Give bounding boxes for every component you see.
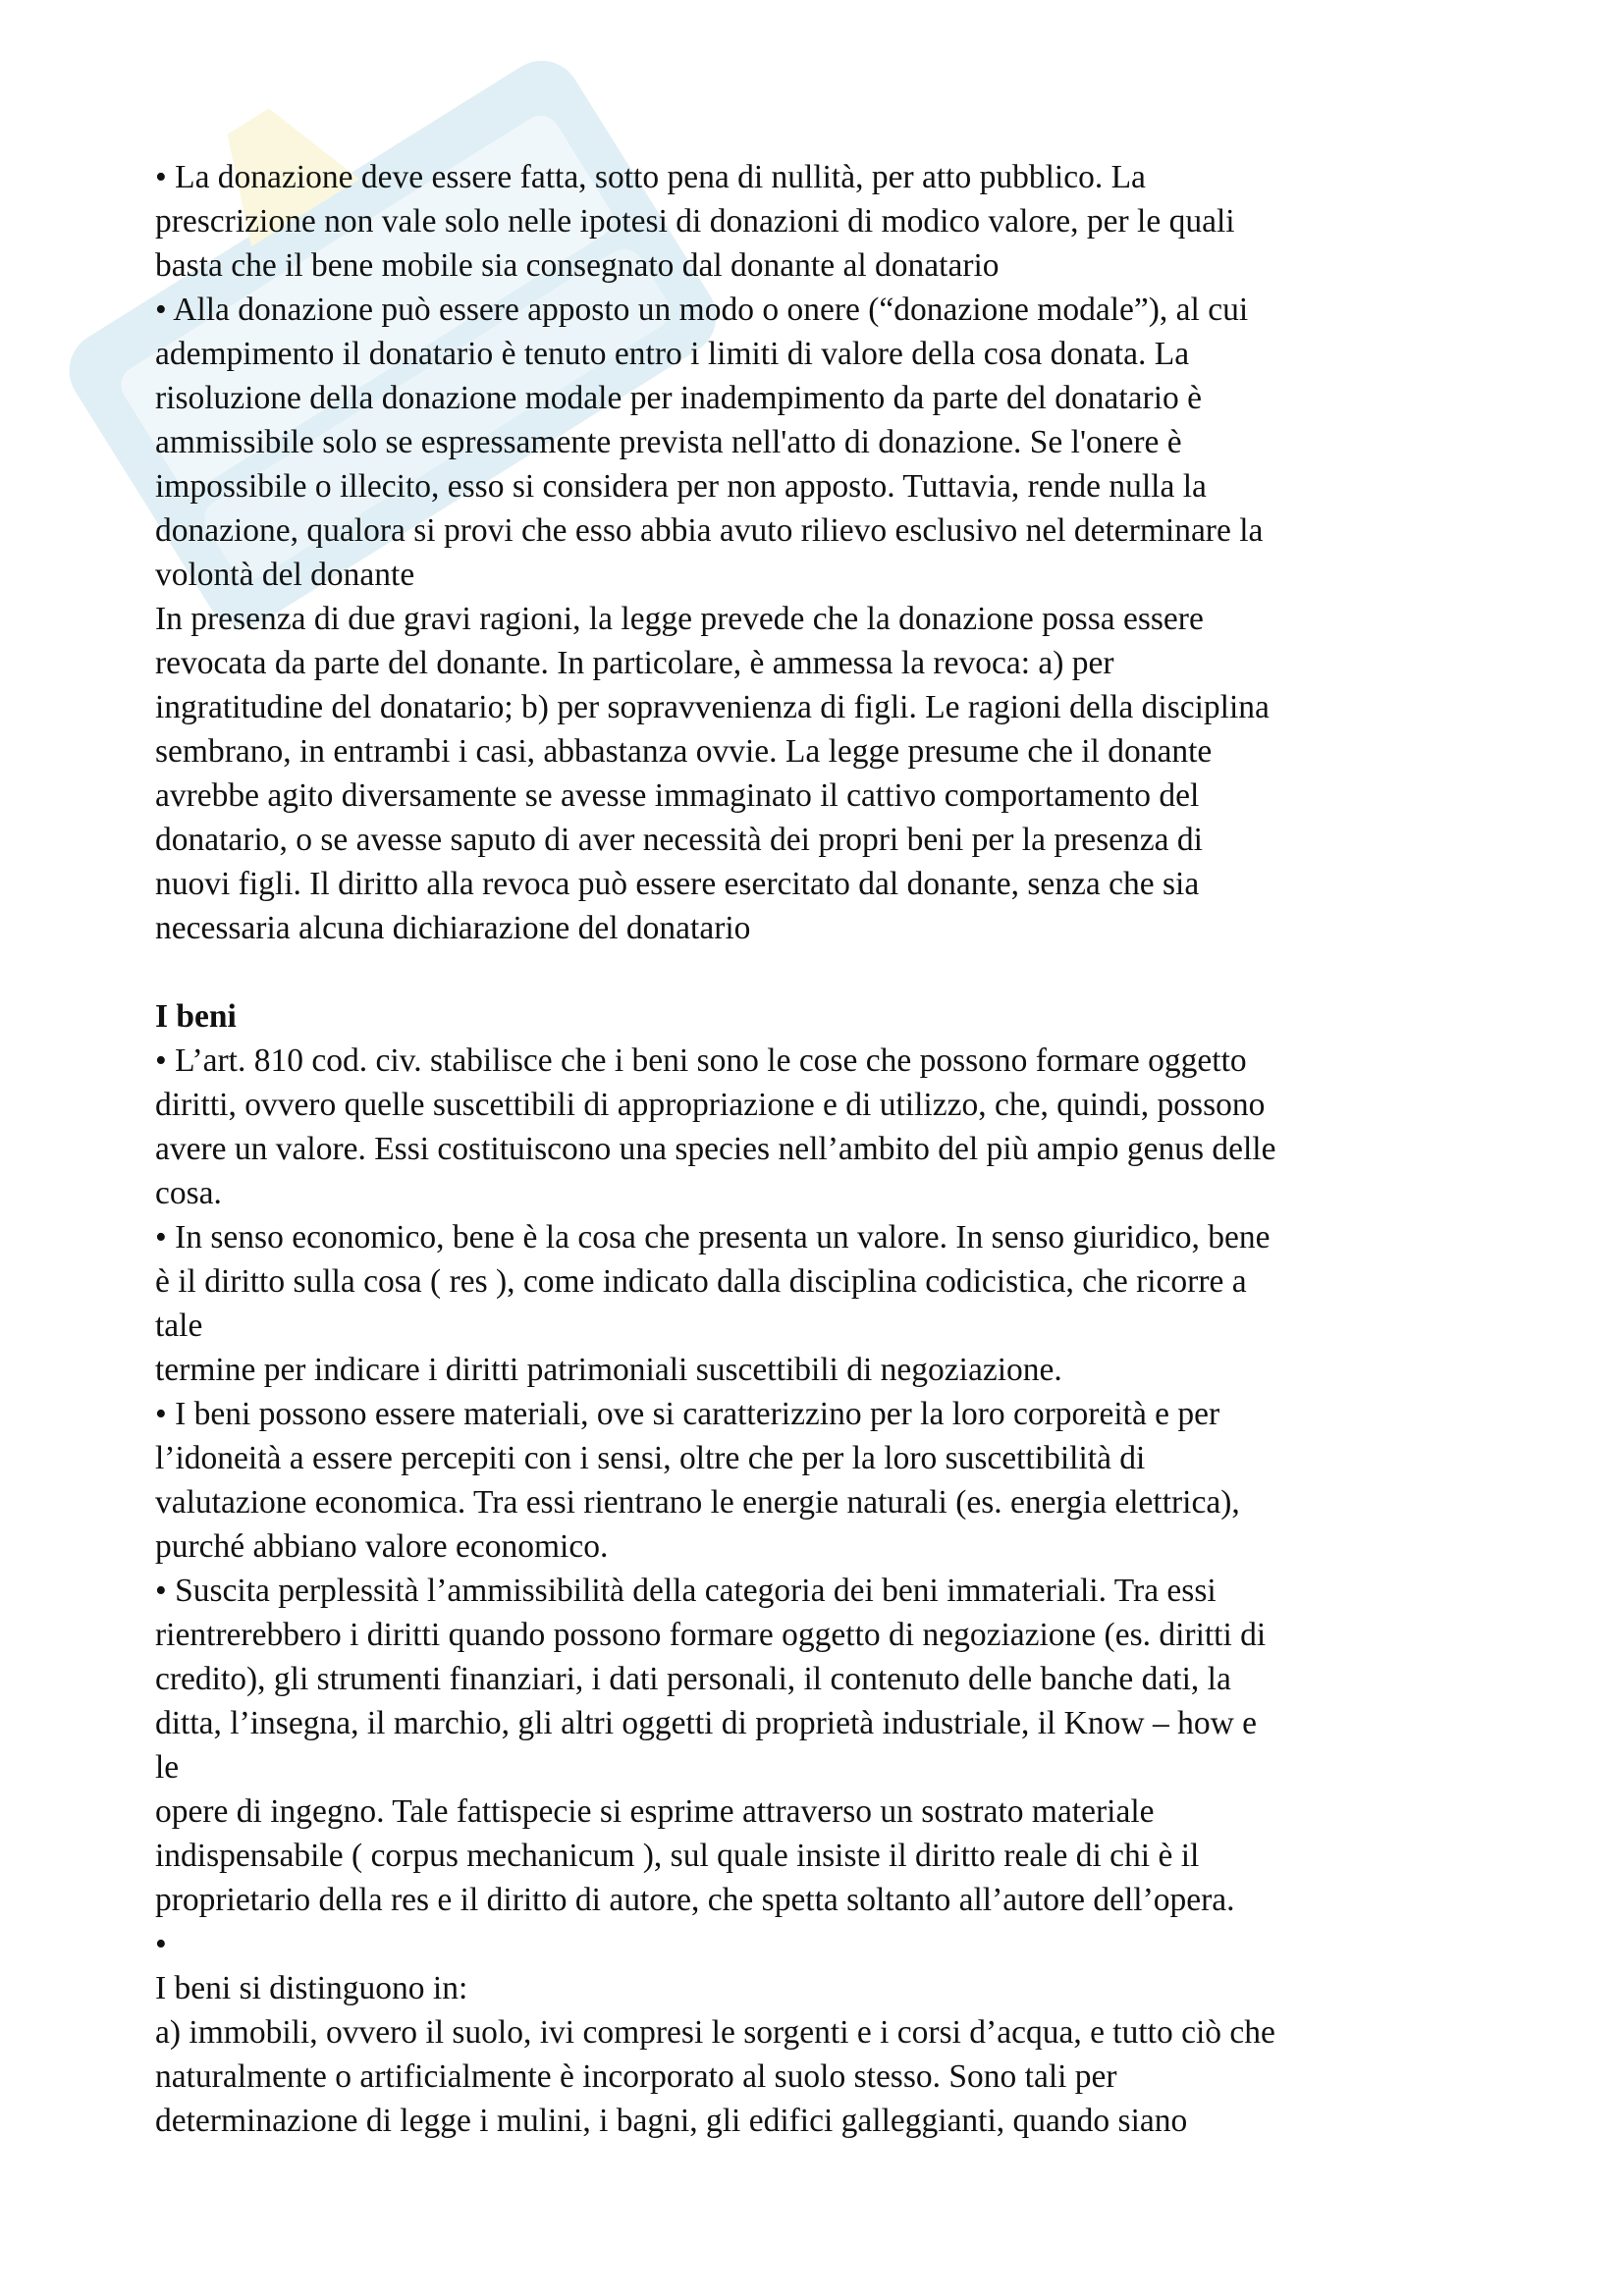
text-line: tale xyxy=(155,1308,203,1344)
text-line: le xyxy=(155,1749,180,1786)
text-line: basta che il bene mobile sia consegnato dal donante al donatario xyxy=(155,247,1000,284)
text-line: avere un valore. Essi costituiscono una species nell’ambito del più ampio genus delle xyxy=(155,1131,1276,1167)
text-line: opere di ingegno. Tale fattispecie si esprime attraverso un sostrato materiale xyxy=(155,1793,1155,1830)
text-line: proprietario della res e il diritto di autore, che spetta soltanto all’autore dell’opera. xyxy=(155,1882,1235,1918)
text-line: termine per indicare i diritti patrimoniali suscettibili di negoziazione. xyxy=(155,1352,1062,1388)
text-line: sembrano, in entrambi i casi, abbastanza ovvie. La legge presume che il donante xyxy=(155,733,1213,770)
text-line: determinazione di legge i mulini, i bagni, gli edifici galleggianti, quando siano xyxy=(155,2103,1188,2139)
text-line: credito), gli strumenti finanziari, i dati personali, il contenuto delle banche dati, la xyxy=(155,1661,1231,1697)
text-line: a) immobili, ovvero il suolo, ivi compresi le sorgenti e i corsi d’acqua, e tutto ciò che xyxy=(155,2014,1275,2051)
text-line: naturalmente o artificialmente è incorporato al suolo stesso. Sono tali per xyxy=(155,2058,1117,2095)
text-line: donazione, qualora si provi che esso abbia avuto rilievo esclusivo nel determinare la xyxy=(155,512,1264,549)
text-line: necessaria alcuna dichiarazione del donatario xyxy=(155,910,751,946)
document-page xyxy=(155,155,1481,2143)
paragraph-spacer xyxy=(155,950,1481,994)
text-line: l’idoneità a essere percepiti con i sensi, oltre che per la loro suscettibilità di xyxy=(155,1440,1146,1476)
text-line: indispensabile ( corpus mechanicum ), sul quale insiste il diritto reale di chi è il xyxy=(155,1838,1200,1874)
text-line: volontà del donante xyxy=(155,557,415,593)
text-line: • In senso economico, bene è la cosa che presenta un valore. In senso giuridico, bene xyxy=(155,1219,1271,1255)
text-line: • I beni possono essere materiali, ove si caratterizzino per la loro corporeità e per xyxy=(155,1396,1220,1432)
text-line: risoluzione della donazione modale per inadempimento da parte del donatario è xyxy=(155,380,1203,416)
text-line: I beni si distinguono in: xyxy=(155,1970,468,2006)
text-line: nuovi figli. Il diritto alla revoca può essere esercitato dal donante, senza che sia xyxy=(155,866,1200,902)
text-line: è il diritto sulla cosa ( res ), come indicato dalla disciplina codicistica, che ricorre a xyxy=(155,1263,1247,1300)
text-line: ingratitudine del donatario; b) per sopravvenienza di figli. Le ragioni della disciplina xyxy=(155,689,1270,725)
text-line: ditta, l’insegna, il marchio, gli altri oggetti di proprietà industriale, il Know – how e xyxy=(155,1705,1258,1741)
text-line: diritti, ovvero quelle suscettibili di appropriazione e di utilizzo, che, quindi, possono xyxy=(155,1087,1266,1123)
text-line: • L’art. 810 cod. civ. stabilisce che i beni sono le cose che possono formare oggetto xyxy=(155,1042,1247,1079)
text-line: ammissibile solo se espressamente prevista nell'atto di donazione. Se l'onere è xyxy=(155,424,1182,460)
text-line: revocata da parte del donante. In particolare, è ammessa la revoca: a) per xyxy=(155,645,1114,681)
section-heading: I beni xyxy=(155,998,237,1035)
text-line: • xyxy=(155,1926,167,1962)
text-line: impossibile o illecito, esso si considera per non apposto. Tuttavia, rende nulla la xyxy=(155,468,1207,505)
text-line: adempimento il donatario è tenuto entro i limiti di valore della cosa donata. La xyxy=(155,336,1190,372)
text-line: In presenza di due gravi ragioni, la legge prevede che la donazione possa essere xyxy=(155,601,1204,637)
text-line: • Suscita perplessità l’ammissibilità della categoria dei beni immateriali. Tra essi xyxy=(155,1573,1217,1609)
text-line: donatario, o se avesse saputo di aver necessità dei propri beni per la presenza di xyxy=(155,822,1203,858)
text-line: purché abbiano valore economico. xyxy=(155,1528,609,1565)
text-line: • Alla donazione può essere apposto un modo o onere (“donazione modale”), al cui xyxy=(155,292,1249,328)
text-line: valutazione economica. Tra essi rientrano le energie naturali (es. energia elettrica), xyxy=(155,1484,1240,1521)
text-line: • La donazione deve essere fatta, sotto pena di nullità, per atto pubblico. La xyxy=(155,159,1146,195)
text-line: avrebbe agito diversamente se avesse immaginato il cattivo comportamento del xyxy=(155,777,1200,814)
text-line: cosa. xyxy=(155,1175,222,1211)
text-line: rientrerebbero i diritti quando possono formare oggetto di negoziazione (es. diritti di xyxy=(155,1617,1267,1653)
text-line: prescrizione non vale solo nelle ipotesi di donazioni di modico valore, per le quali xyxy=(155,203,1235,240)
